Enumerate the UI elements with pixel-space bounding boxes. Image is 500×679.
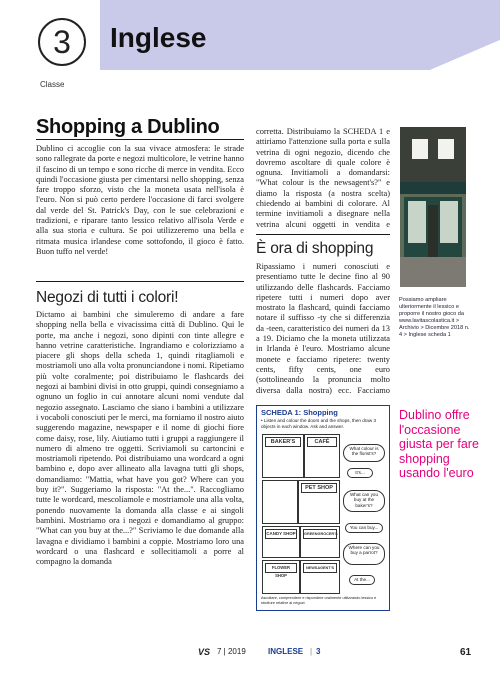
subhead2-rule: [256, 234, 390, 235]
magazine-logo: VS: [198, 647, 211, 657]
footer-separator: |: [310, 647, 313, 656]
page-number: 61: [460, 647, 472, 658]
shop-flower: [262, 560, 300, 594]
footer-classe: 3: [316, 647, 321, 656]
speech-bubble: Where can you buy a parrot?: [343, 543, 385, 565]
article-title: Shopping a Dublino: [36, 116, 220, 138]
shop-sign: NEWSAGENT'S: [303, 563, 337, 573]
subhead-shopping: È ora di shopping: [256, 240, 374, 257]
speech-bubble: What colour is the florist's?: [343, 444, 385, 462]
shop-sign: PET SHOP: [301, 483, 337, 493]
shop-sign: GREENGROCER'S: [303, 529, 337, 539]
shop-pet: [298, 480, 340, 524]
photo-caption: Possiamo ampliare ulteriormente il lessico e proporre il nostro gioco da www.lavitascolastica.it > Archivio > Dicembre 2018 n. 4 > Inglese scheda 1: [399, 297, 470, 338]
scheda-instructions: • Listen and colour the doors and the shops, then draw 3 objects in each window. Ask and answer.: [261, 418, 376, 429]
speech-bubble: It's...: [347, 468, 373, 478]
speech-bubble: You can buy...: [345, 523, 383, 533]
subhead-negozi: Negozi di tutti i colori!: [36, 289, 179, 306]
shop-sign: CANDY SHOP: [265, 529, 297, 539]
shop-sign: CAFÉ: [307, 437, 337, 447]
scheda-worksheet: [256, 405, 390, 611]
shop-candy: [262, 526, 300, 558]
shop-blank: [262, 480, 298, 524]
shop-greengrocer: [300, 526, 340, 558]
shop-sign: BAKER'S: [265, 437, 301, 447]
shop-bakers: [262, 434, 304, 478]
scheda-footer-note: Ascoltare, comprendere e rispondere oralmente utilizzando lessico e strutture relative ai negozi.: [261, 596, 377, 605]
footer-section: INGLESE: [268, 647, 304, 656]
shop-sign: FLOWER SHOP: [265, 563, 297, 573]
title-rule: [36, 139, 244, 140]
classe-number: 3: [38, 18, 86, 66]
intro-text: Dublino ci accoglie con la sua vivace atmosfera: le strade sono rallegrate da porte e negozi multicolore, le vetrine hanno il fascino di un tempo e sono ricche di merce in vendita. Ecco quindi l'occasione giusta per cimentarsi nello shopping, senza fare troppo sforzo, visto che la moneta usata nell'isola è l'euro. Non si può certo perdere l'occasione di farci svolgere dal verde del St. Patrick's Day, con le sue celebrazioni e tradizioni, e riparare tanto lessico relativo all'isola Verde e alla sua storia e cultura. Se poi utilizzeremo una bella e ritmata musica irlandese come sottofondo, il gioco è fatto. Buon tuffo nel verde!: [36, 144, 244, 256]
section-title: Inglese: [110, 22, 207, 53]
shop-photo: [400, 127, 466, 287]
speech-bubble: At the...: [349, 575, 375, 585]
classe-label: Classe: [40, 80, 65, 89]
scheda-title: SCHEDA 1: Shopping: [261, 408, 338, 417]
col1-text: Dictamo ai bambini che simuleremo di andare a fare shopping nella bella e vivacissima città di Dublino. Qui le porte, ma anche i negozi, sono dipinti con tinte allegre e hanno vetrine caratteristiche. Ingrandiamo e colorizziamo a piacere gli shops della scheda 1, quindi ritagliamoli e mostriamoli uno alla volta pronunciandone i nomi. Ripetiamo più volte coralmente; poi distribuiamo le flashcards dei negozi ai bambini divisi in otto gruppi, quindi consegniamo a ognuno un foglio in cui annotare alcuni nomi vendute dal negozio assegnato. Lasciamo che siano i bambini a utilizzare i vocaboli conosciuti per le merci, ma forniamo il nostro aiuto suggerendo magazine, newspaper e il nome di giochi fiore come daisy, rose, lily. Aiutiamo tutti i gruppi a raggiungere il numero di almeno tre oggetti. Scriviamoli su cartoncini e mostriamoli ripetendo. Poi distribuiamo una wordcard a ogni bambino e, dopo aver allineato alla lavagna tutti gli shops, domandiamo: "Mattia, what have you got? Where can you buy it?". Suggeriamo la risposta: "At the...". Raccogliamo tutte le wordcard, mescoliamole e mostriamole una alla volta, ponendo nuovamente la domanda alla classe e ai singoli bambini. Mostriamo ora i negozi e domandiamo al gruppo: "What can you buy at the...?" Scriviamo le due domande alla lavagna e dividiamo i bambini a coppie. Mostriamo loro una wordcard o una flashcard e sollecitiamoli a porre al compagno la domanda: [36, 310, 244, 567]
shop-newsagent: [300, 560, 340, 594]
subhead1-rule: [36, 281, 244, 282]
pullquote: Dublino offre l'occasione giusta per fare shopping usando l'euro: [399, 408, 479, 480]
col2-bottom-text: Ripassiamo i numeri conosciuti e presentiamo tutte le decine fino al 90 utilizzando delle flashcards. Facciamo ripetere tutti i numeri dopo aver mostrato la flashcard, quindi facciamo notare il suffisso -ty che si differenzia da -teen, caratteristico dei numeri da 13 a 19. Diciamo che la moneta utilizzata in Irlanda è l'euro. Mostriamo alcune monete e facciamo ripetere: twenty cents, fifty cents, one euro (sottolineando la pronuncia molto diversa dalla nostra) ecc. Facciamo: [256, 262, 390, 395]
col2-top-text: corretta. Distribuiamo la SCHEDA 1 e attiriamo l'attenzione sulla porta e sulla vetrina di ogni negozio, dicendo che dovremo ascoltare di quale colore è ognuna. Invitiamoli a domandarsi: "What colour is the newsagent's?" e diamo la risposta (a nostra scelta) chiedendo ai bambini di colorare. Al termine invitiamoli a disegnare nella vetrina alcuni oggetti in vendita e: [256, 127, 390, 229]
shop-cafe: [304, 434, 340, 478]
speech-bubble: What can you buy at the baker's?: [343, 490, 385, 512]
issue-number: 7 | 2019: [217, 647, 246, 656]
